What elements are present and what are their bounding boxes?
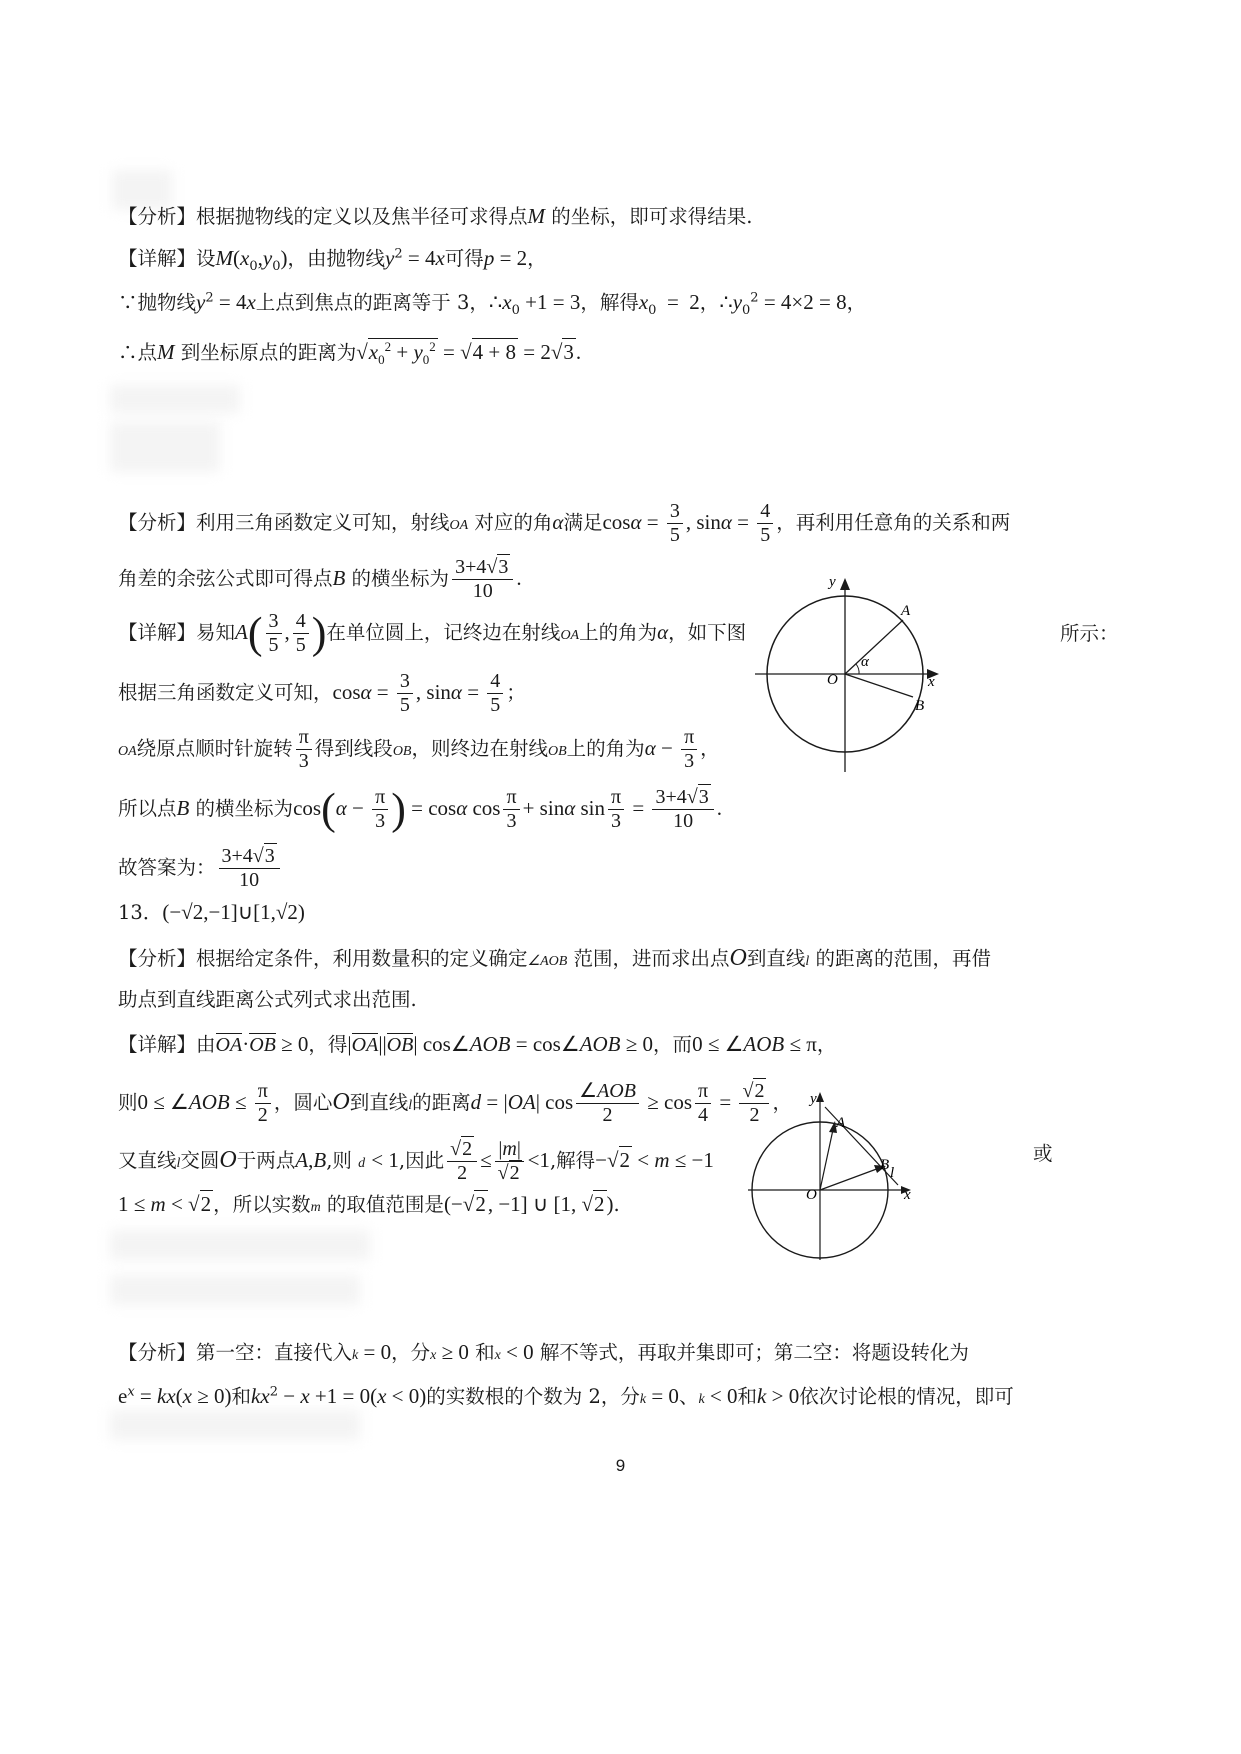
s11-detail-3: ∴点M 到坐标原点的距离为$√x_0^2 + y_0^2 = √4 + 8 = 2√3$. — [118, 339, 582, 368]
circle-line-figure — [748, 1085, 948, 1285]
watermark-block — [110, 385, 240, 413]
s12-detail-1-tail: 所示： — [1060, 622, 1119, 645]
s11-analysis: 【分析】根据抛物线的定义以及焦半径可求得点M 的坐标，即可求得结果. — [118, 204, 753, 228]
page-number: 9 — [615, 1456, 626, 1475]
s12-detail-1: 【详解】易知A( $\frac{3}{5}$ , $\frac{4}{5}$ )在单位圆上，记终边在射线OA上的角为α，如下图 — [118, 608, 747, 658]
s13-detail-3-tail: 或 — [1033, 1142, 1053, 1165]
watermark-block — [110, 422, 220, 472]
analysis-label: 【分析】 — [118, 1341, 197, 1364]
s13-number-answer: 13．(−√2,−1]∪[1,√2) — [118, 900, 305, 924]
analysis-label: 【分析】 — [118, 205, 197, 228]
figure2-label: l — [890, 1165, 895, 1181]
figure2-label: x — [904, 1187, 911, 1203]
s13-analysis-1: 【分析】根据给定条件，利用数量积的定义确定∠AOB 范围，进而求出点O到直线l 的距离的范围，再借 — [118, 945, 991, 971]
s12-detail-3: OA绕原点顺时针旋转 $\frac{\pi}{3}$ 得到线段OB，则终边在射线OB上的角为α − $\frac{\pi}{3}$ ， — [118, 726, 720, 772]
s12-detail-4: 所以点B 的横坐标为cos(α − $\frac{\pi}{3}$ ) = cosα cos $\frac{\pi}{3}$ + sinα sin $\frac{\pi}{3}$ = $\frac{3+4√3}{10}$ . — [118, 784, 722, 834]
watermark-block — [110, 1230, 370, 1260]
figure1-label: y — [829, 574, 836, 590]
figure2-label: B — [880, 1157, 890, 1173]
s14-analysis-2: $e^x = kx(x \ge 0)$和$kx^2 - x +1 = 0(x < 0)$的实数根的个数为 2，分k = 0、k < 0和k > 0依次讨论根的情况，即可 — [118, 1384, 1014, 1408]
figure1-label: A — [901, 603, 911, 619]
s11-detail-2: ∵抛物线$y^2 = 4x$上点到焦点的距离等于 3，$\therefore x_0 +1 = 3$，解得$x_0 = 2$，$\therefore y_0^2 = 4\times 2 = 8$， — [118, 290, 867, 318]
analysis-label: 【分析】 — [118, 511, 197, 534]
s14-analysis-1: 【分析】第一空：直接代入k = 0，分x ≥ 0 和x < 0 解不等式，再取并集即可；第二空：将题设转化为 — [118, 1340, 969, 1364]
s11-detail-1: 【详解】设$M(x_0,y_0)$，由抛物线$y^2 = 4x$可得p = 2， — [118, 246, 547, 274]
watermark-block — [112, 170, 172, 210]
watermark-block — [110, 1410, 360, 1440]
s13-analysis-2: 助点到直线距离公式列式求出范围. — [118, 988, 417, 1011]
s12-analysis-1: 【分析】利用三角函数定义可知，射线OA 对应的角α满足cosα = $\frac{3}{5}$ , sinα = $\frac{4}{5}$ ，再利用任意角的关系和两 — [118, 500, 1011, 546]
figure2-label: A — [836, 1115, 846, 1131]
figure1-label: α — [861, 654, 869, 670]
figure1-label: O — [827, 672, 838, 688]
s13-detail-4: 1 ≤ m < √2 ，所以实数m 的取值范围是(−√2, −1] ∪ [1, √2). — [118, 1192, 620, 1216]
watermark-block — [110, 1275, 360, 1305]
figure1-label: B — [915, 698, 925, 714]
figure2-label: y — [810, 1091, 817, 1107]
s12-analysis-2: 角差的余弦公式即可得点B 的横坐标为 $\frac{3+4√3}{10}$ . — [118, 556, 522, 602]
figure1-label: x — [928, 674, 935, 690]
s13-detail-1: 【详解】由OA·OB ≥ 0，得|OA||OB| cos∠AOB = cos∠AOB ≥ 0，而0 ≤ ∠AOB ≤ π， — [118, 1032, 837, 1056]
analysis-label: 【分析】 — [118, 947, 197, 970]
detail-label: 【详解】 — [118, 247, 197, 270]
unit-circle-figure — [755, 572, 955, 772]
s12-detail-2: 根据三角函数定义可知，cosα = $\frac{3}{5}$ , sinα = $\frac{4}{5}$ ； — [118, 670, 526, 716]
s13-detail-2: 则0 ≤ ∠AOB ≤ $\frac{\pi}{2}$ ，圆心O到直线l的距离d = |OA| cos $\frac{\text{∠AOB}}{2}$ ≥ cos $\frac{\pi}{4}$ = $\frac{√2}{2}$ ， — [118, 1080, 792, 1126]
figure2-label: O — [806, 1187, 817, 1203]
s12-answer: 故答案为： $\frac{3+4√3}{10}$ — [118, 845, 283, 892]
detail-label: 【详解】 — [118, 621, 197, 644]
detail-label: 【详解】 — [118, 1033, 197, 1056]
s13-detail-3: 又直线l交圆O于两点A,B,则 d < 1,因此 $\frac{√2}{2}$ ≤ $\frac{|m|}{√2}$ <1,解得−√2 < m ≤ −1 — [118, 1138, 714, 1184]
